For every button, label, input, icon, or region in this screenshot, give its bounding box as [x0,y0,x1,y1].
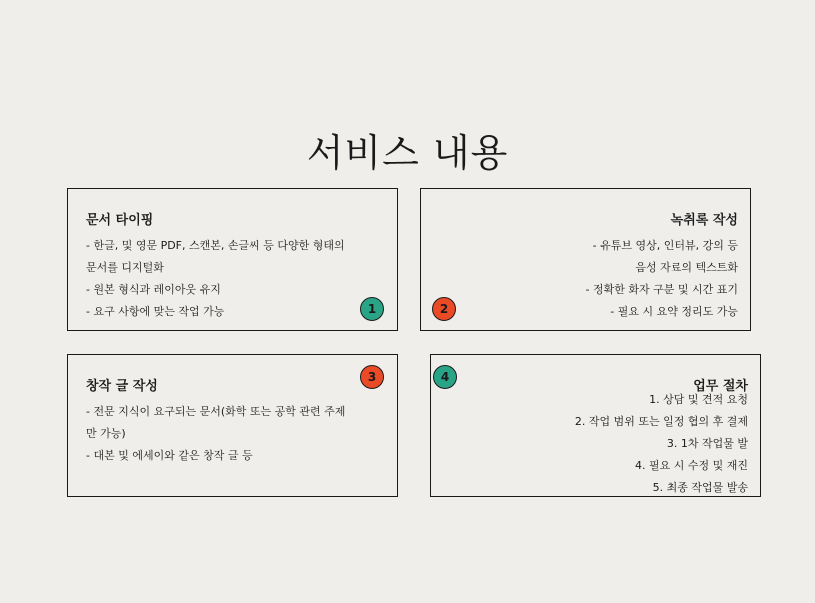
card-title: 창작 글 작성 [86,379,158,394]
list-item: 5. 최종 작업물 발송 [652,481,748,494]
card-title: 녹취록 작성 [670,213,738,228]
list-item: 만 가능) [86,427,126,440]
step-badge: 2 [432,297,456,321]
list-item: 1. 상담 및 견적 요청 [649,393,748,406]
step-badge: 1 [360,297,384,321]
list-item: - 전문 지식이 요구되는 문서(화학 또는 공학 관련 주제 [86,405,346,418]
list-item: 음성 자료의 텍스트화 [635,261,738,274]
card-creative-writing [67,354,398,497]
list-item: 4. 필요 시 수정 및 재진 [635,459,748,472]
card-title: 문서 타이핑 [86,213,154,228]
list-item: 문서를 디지털화 [86,261,164,274]
card-item-list [86,401,379,467]
list-item: - 한글, 및 영문 PDF, 스캔본, 손글씨 등 다양한 형태의 [86,239,345,252]
card-work-process [430,354,761,497]
card-title: 업무 절차 [693,379,748,394]
list-item: 3. 1차 작업물 발 [666,437,748,450]
card-item-list [443,389,748,499]
card-item-list [433,235,738,323]
step-badge: 3 [360,365,384,389]
card-document-typing [67,188,398,331]
list-item: 2. 작업 범위 또는 일정 협의 후 결제 [574,415,748,428]
card-item-list [86,235,357,323]
list-item: - 요구 사항에 맞는 작업 가능 [86,305,225,318]
page-title: 서비스 내용 [306,131,509,175]
list-item: - 정확한 화자 구분 및 시간 표기 [585,283,738,296]
list-item: - 대본 및 에세이와 같은 창작 글 등 [86,449,253,462]
list-item: - 유튜브 영상, 인터뷰, 강의 등 [592,239,738,252]
list-item: - 원본 형식과 레이아웃 유지 [86,283,221,296]
list-item: - 필요 시 요약 정리도 가능 [610,305,738,318]
step-badge: 4 [433,365,457,389]
card-transcription [420,188,751,331]
